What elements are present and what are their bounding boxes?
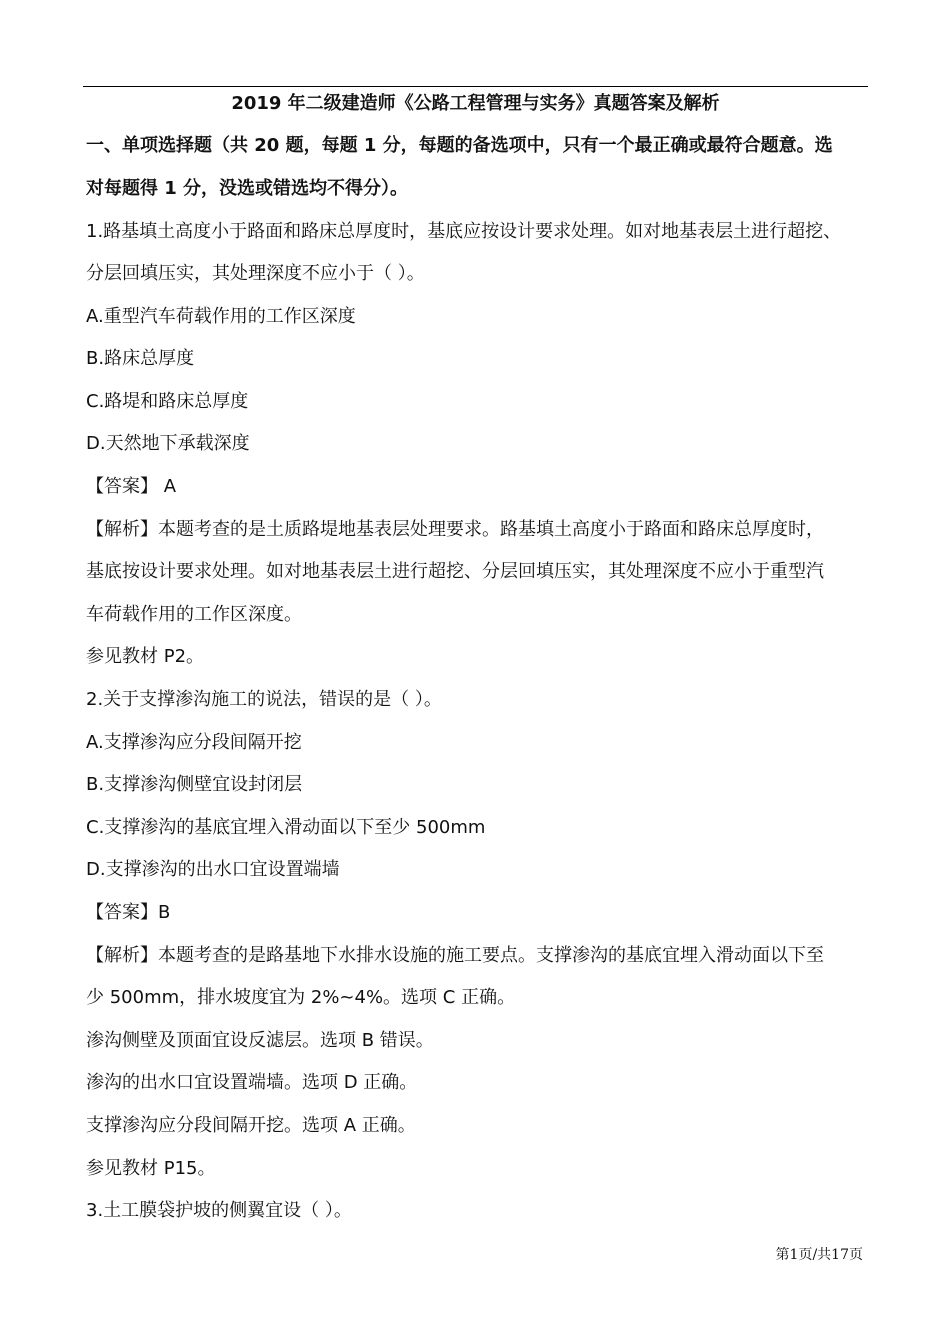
- analysis-line: 基底按设计要求处理。如对地基表层土进行超挖、分层回填压实，其处理深度不应小于重型汽: [86, 561, 824, 582]
- body-line: 2.关于支撑渗沟施工的说法，错误的是（ ）。: [86, 689, 442, 710]
- body-line: 分层回填压实，其处理深度不应小于（ ）。: [86, 263, 425, 284]
- section-heading-line-1: 一、单项选择题（共 20 题，每题 1 分，每题的备选项中，只有一个最正确或最符合题意。选: [86, 135, 833, 156]
- answer-line: 【答案】B: [86, 902, 171, 923]
- analysis-line: 【解析】本题考查的是路基地下水排水设施的施工要点。支撑渗沟的基底宜埋入滑动面以下至: [86, 945, 824, 966]
- analysis-line: 车荷载作用的工作区深度。: [86, 604, 302, 625]
- answer-line: 【答案】 A: [86, 476, 177, 497]
- body-line: 3.土工膜袋护坡的侧翼宜设（ ）。: [86, 1200, 352, 1221]
- option-line: D.天然地下承载深度: [86, 433, 250, 454]
- document-title: 2019 年二级建造师《公路工程管理与实务》真题答案及解析: [231, 93, 720, 114]
- reference-line: 参见教材 P2。: [86, 646, 205, 667]
- option-line: C.支撑渗沟的基底宜埋入滑动面以下至少 500mm: [86, 817, 486, 838]
- page-footer: 第1页/共17页: [775, 1247, 863, 1263]
- top-rule: [83, 86, 868, 87]
- option-line: C.路堤和路床总厚度: [86, 391, 249, 412]
- analysis-line: 支撑渗沟应分段间隔开挖。选项 A 正确。: [86, 1115, 416, 1136]
- option-line: A.重型汽车荷载作用的工作区深度: [86, 306, 356, 327]
- option-line: B.路床总厚度: [86, 348, 195, 369]
- body-line: 1.路基填土高度小于路面和路床总厚度时，基底应按设计要求处理。如对地基表层土进行超挖、: [86, 221, 842, 242]
- option-line: A.支撑渗沟应分段间隔开挖: [86, 732, 302, 753]
- section-heading-line-2: 对每题得 1 分，没选或错选均不得分）。: [86, 178, 409, 199]
- analysis-line: 渗沟侧壁及顶面宜设反滤层。选项 B 错误。: [86, 1030, 434, 1051]
- analysis-line: 【解析】本题考查的是土质路堤地基表层处理要求。路基填土高度小于路面和路床总厚度时，: [86, 519, 824, 540]
- reference-line: 参见教材 P15。: [86, 1158, 216, 1179]
- analysis-line: 少 500mm，排水坡度宜为 2%~4%。选项 C 正确。: [86, 987, 516, 1008]
- analysis-line: 渗沟的出水口宜设置端墙。选项 D 正确。: [86, 1072, 418, 1093]
- option-line: B.支撑渗沟侧壁宜设封闭层: [86, 774, 303, 795]
- option-line: D.支撑渗沟的出水口宜设置端墙: [86, 859, 340, 880]
